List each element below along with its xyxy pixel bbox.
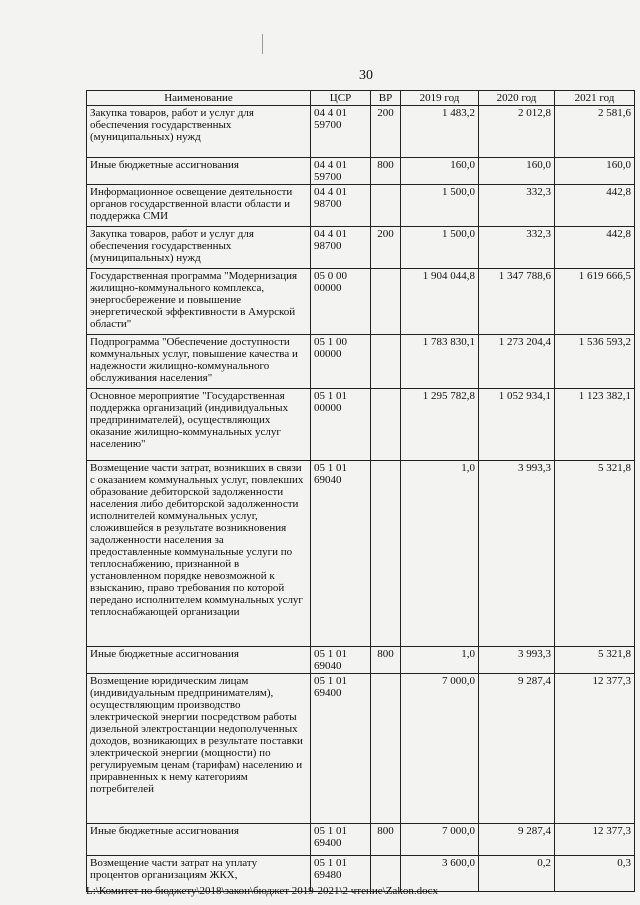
table-row (87, 335, 635, 389)
row-vr (371, 185, 401, 227)
table-row (87, 389, 635, 461)
header-2020: 2020 год (479, 91, 555, 106)
file-path-footer: L:\Комитет по бюджету\2018\закон\бюджет 2019-2021\2 чтение\Zakon.docx (86, 885, 438, 897)
row-2020: 1 052 934,1 (479, 389, 555, 461)
row-2019: 1 500,0 (401, 227, 479, 269)
row-name: Возмещение части затрат на уплату процентов организациям ЖКХ, (87, 856, 311, 892)
row-name: Возмещение юридическим лицам (индивидуальным предпринимателям), осуществляющим производство электрической энергии посредством работы дизельной электростанции недополученных доходов, возникающих в результате поставки электрической энергии (мощности) по регулируемым ценам (тарифам) населению и приравненных к нему категориям потребителей (87, 674, 311, 824)
table-row (87, 185, 635, 227)
header-vr: ВР (371, 91, 401, 106)
row-vr: 200 (371, 227, 401, 269)
table-row (87, 227, 635, 269)
row-2020: 3 993,3 (479, 647, 555, 674)
row-name: Возмещение части затрат, возникших в связи с оказанием коммунальных услуг, повлекших образование дебиторской задолженности населения либо дебиторской задолженности исполнителей коммунальных услуг, сложившейся в результате возникновения задолженности населения за предоставленные коммунальные услуги по теплоснабжению, признанной в установленном порядке невозможной к взысканию, право требования по которой передано исполнителем коммунальных услуг теплоснабжающей организации (87, 461, 311, 647)
row-2019: 7 000,0 (401, 674, 479, 824)
table-row (87, 461, 635, 647)
table-row (87, 269, 635, 335)
row-csr: 05 1 01 69040 (311, 461, 371, 647)
row-csr: 05 1 01 69400 (311, 674, 371, 824)
row-vr (371, 269, 401, 335)
row-2019: 160,0 (401, 158, 479, 185)
row-vr (371, 461, 401, 647)
row-name: Иные бюджетные ассигнования (87, 647, 311, 674)
row-vr (371, 389, 401, 461)
row-name: Подпрограмма "Обеспечение доступности коммунальных услуг, повышение качества и надежности жилищно-коммунального обслуживания населения" (87, 335, 311, 389)
row-2021: 5 321,8 (555, 461, 635, 647)
row-2020: 1 347 788,6 (479, 269, 555, 335)
row-2021: 0,3 (555, 856, 635, 892)
row-2020: 9 287,4 (479, 674, 555, 824)
row-csr: 05 1 00 00000 (311, 335, 371, 389)
scan-mark (262, 34, 264, 54)
row-name: Закупка товаров, работ и услуг для обеспечения государственных (муниципальных) нужд (87, 106, 311, 158)
row-csr: 05 1 01 69400 (311, 824, 371, 856)
row-2019: 7 000,0 (401, 824, 479, 856)
row-2019: 1 483,2 (401, 106, 479, 158)
row-vr (371, 674, 401, 824)
row-vr: 800 (371, 158, 401, 185)
row-2020: 0,2 (479, 856, 555, 892)
table-row (87, 674, 635, 824)
row-2020: 9 287,4 (479, 824, 555, 856)
row-vr: 200 (371, 106, 401, 158)
row-csr: 04 4 01 59700 (311, 158, 371, 185)
row-2020: 332,3 (479, 227, 555, 269)
header-name: Наименование (87, 91, 311, 106)
row-2020: 2 012,8 (479, 106, 555, 158)
row-csr: 04 4 01 59700 (311, 106, 371, 158)
row-2021: 1 619 666,5 (555, 269, 635, 335)
table-row (87, 647, 635, 674)
table-row (87, 824, 635, 856)
row-2021: 1 123 382,1 (555, 389, 635, 461)
row-2019: 3 600,0 (401, 856, 479, 892)
row-csr: 05 1 01 69480 (311, 856, 371, 892)
row-csr: 05 1 01 00000 (311, 389, 371, 461)
budget-table (86, 90, 635, 892)
header-2019: 2019 год (401, 91, 479, 106)
row-2019: 1,0 (401, 647, 479, 674)
row-vr (371, 335, 401, 389)
row-name: Государственная программа "Модернизация жилищно-коммунального комплекса, энергосбережение и повышение энергетической эффективности в Амурской области" (87, 269, 311, 335)
row-2021: 2 581,6 (555, 106, 635, 158)
row-2021: 5 321,8 (555, 647, 635, 674)
row-2021: 12 377,3 (555, 674, 635, 824)
row-csr: 05 0 00 00000 (311, 269, 371, 335)
row-2021: 1 536 593,2 (555, 335, 635, 389)
row-2019: 1,0 (401, 461, 479, 647)
row-2021: 442,8 (555, 185, 635, 227)
row-2020: 1 273 204,4 (479, 335, 555, 389)
header-2021: 2021 год (555, 91, 635, 106)
row-2021: 442,8 (555, 227, 635, 269)
table-row (87, 106, 635, 158)
table-header-row (87, 91, 635, 106)
row-2020: 332,3 (479, 185, 555, 227)
row-name: Иные бюджетные ассигнования (87, 824, 311, 856)
row-name: Закупка товаров, работ и услуг для обеспечения государственных (муниципальных) нужд (87, 227, 311, 269)
row-vr: 800 (371, 647, 401, 674)
row-csr: 05 1 01 69040 (311, 647, 371, 674)
row-csr: 04 4 01 98700 (311, 227, 371, 269)
row-name: Иные бюджетные ассигнования (87, 158, 311, 185)
row-2019: 1 500,0 (401, 185, 479, 227)
row-2020: 160,0 (479, 158, 555, 185)
row-csr: 04 4 01 98700 (311, 185, 371, 227)
page-number: 30 (359, 68, 373, 83)
row-vr: 800 (371, 824, 401, 856)
row-2019: 1 295 782,8 (401, 389, 479, 461)
row-2020: 3 993,3 (479, 461, 555, 647)
row-2019: 1 783 830,1 (401, 335, 479, 389)
row-2021: 12 377,3 (555, 824, 635, 856)
header-csr: ЦСР (311, 91, 371, 106)
row-name: Информационное освещение деятельности органов государственной власти области и поддержка СМИ (87, 185, 311, 227)
row-2021: 160,0 (555, 158, 635, 185)
row-2019: 1 904 044,8 (401, 269, 479, 335)
table-row (87, 158, 635, 185)
row-name: Основное мероприятие "Государственная поддержка организаций (индивидуальных предпринимателей), осуществляющих оказание жилищно-коммунальных услуг населению" (87, 389, 311, 461)
